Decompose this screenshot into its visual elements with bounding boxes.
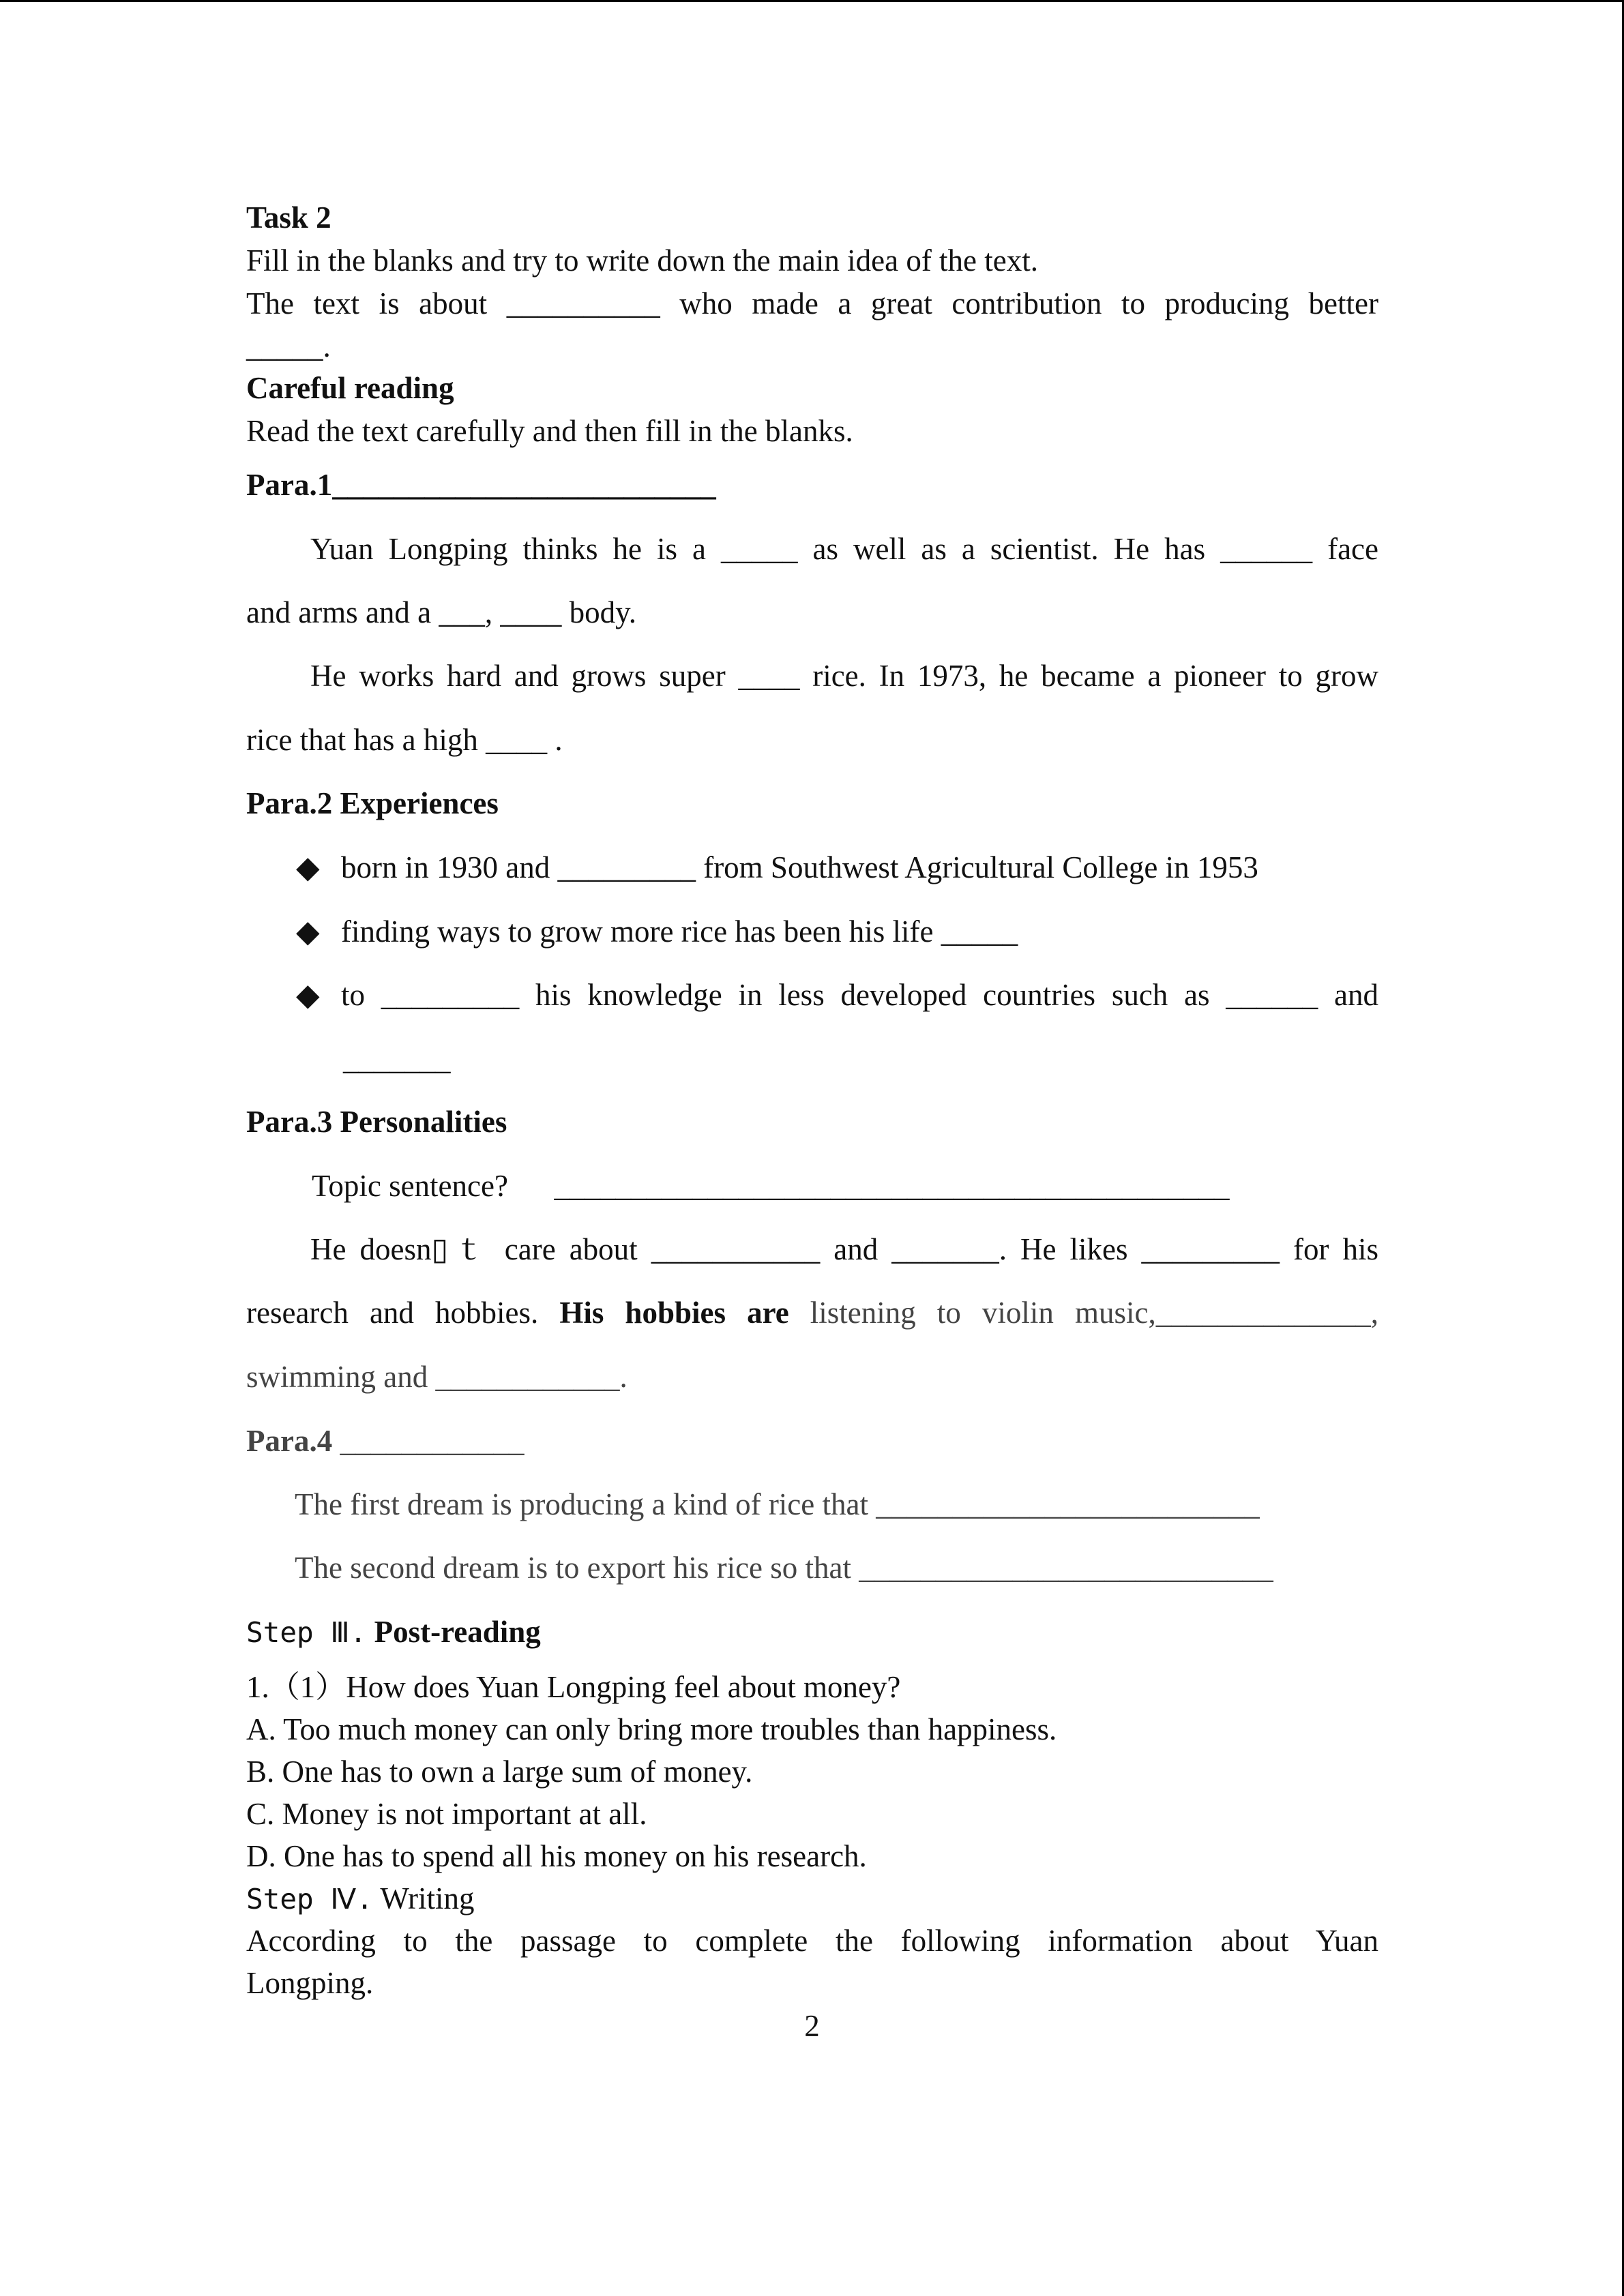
- line-text: research and hobbies.: [246, 1296, 560, 1330]
- para1-line-1: Yuan Longping thinks he is a _____ as well as a scientist. He has ______ face: [310, 532, 1378, 566]
- careful-reading-instruction: Read the text carefully and then fill in the blanks.: [246, 414, 853, 448]
- para3-line-1: He doesn▯ｔ care about ___________ and _______. He likes _________ for his: [310, 1232, 1378, 1266]
- top-border: [0, 0, 1624, 2]
- page-number: 2: [804, 2009, 820, 2043]
- para1-line-3: He works hard and grows super ____ rice. In 1973, he became a pioneer to grow: [310, 659, 1378, 693]
- para4-line-1: The first dream is producing a kind of rice that _________________________: [295, 1487, 1260, 1521]
- para2-bullet-2: [296, 912, 1378, 951]
- option-c: C. Money is not important at all.: [246, 1797, 647, 1831]
- option-b: B. One has to own a large sum of money.: [246, 1755, 753, 1789]
- diamond-bullet-icon: ◆: [296, 850, 320, 884]
- step4-line-1: According to the passage to complete the following information about Yuan: [246, 1924, 1378, 1958]
- para4-heading-line: [246, 1422, 1378, 1460]
- para1-line-4: rice that has a high ____ .: [246, 723, 563, 757]
- para1-line-2: and arms and a ___, ____ body.: [246, 595, 636, 629]
- task2-instruction: Fill in the blanks and try to write down the main idea of the text.: [246, 243, 1039, 278]
- option-d: D. One has to spend all his money on his research.: [246, 1839, 867, 1873]
- step4-title: Writing: [372, 1881, 475, 1915]
- para2-bullet-1: [296, 848, 1378, 886]
- step4-line-2: Longping.: [246, 1966, 374, 2000]
- para1-heading: Para.1_________________________: [246, 468, 716, 502]
- task2-line-1: The text is about __________ who made a great contribution to producing better: [246, 286, 1378, 320]
- para3-line-3: swimming and ____________.: [246, 1360, 628, 1394]
- step3-heading: [246, 1613, 1378, 1652]
- para4-heading: Para.4: [246, 1424, 333, 1458]
- para4-heading-blank: ____________: [332, 1424, 525, 1458]
- bullet-text: to _________ his knowledge in less developed countries such as ______ and: [341, 978, 1378, 1012]
- option-a: A. Too much money can only bring more troubles than happiness.: [246, 1712, 1057, 1746]
- careful-reading-heading: Careful reading: [246, 371, 454, 405]
- bold-phrase: His hobbies are: [559, 1296, 789, 1330]
- step3-question: 1.（1）How does Yuan Longping feel about money?: [246, 1670, 901, 1704]
- diamond-bullet-icon: ◆: [296, 914, 320, 949]
- diamond-bullet-icon: ◆: [296, 978, 320, 1012]
- step4-label: Step Ⅳ.: [246, 1883, 373, 1915]
- step4-heading: [246, 1879, 1378, 1918]
- line-text: listening to violin music,______________,: [788, 1296, 1379, 1330]
- step3-label: Step Ⅲ.: [246, 1616, 367, 1649]
- task2-line-2: _____.: [246, 329, 331, 363]
- task2-heading: Task 2: [246, 200, 331, 235]
- bullet-text: finding ways to grow more rice has been his life _____: [341, 914, 1018, 949]
- para4-line-2: The second dream is to export his rice so that ___________________________: [295, 1551, 1273, 1585]
- bullet-text: born in 1930 and _________ from Southwest Agricultural College in 1953: [341, 850, 1258, 884]
- para3-line-2: [246, 1294, 1378, 1332]
- para3-topic-sentence: Topic sentence? ____________________________________________: [312, 1169, 1230, 1203]
- para2-bullet-3: [296, 976, 1378, 1014]
- step3-title: Post-reading: [366, 1615, 541, 1649]
- para3-heading: Para.3 Personalities: [246, 1105, 507, 1139]
- para2-bullet-3-cont: _______: [343, 1042, 451, 1076]
- para2-heading: Para.2 Experiences: [246, 786, 499, 820]
